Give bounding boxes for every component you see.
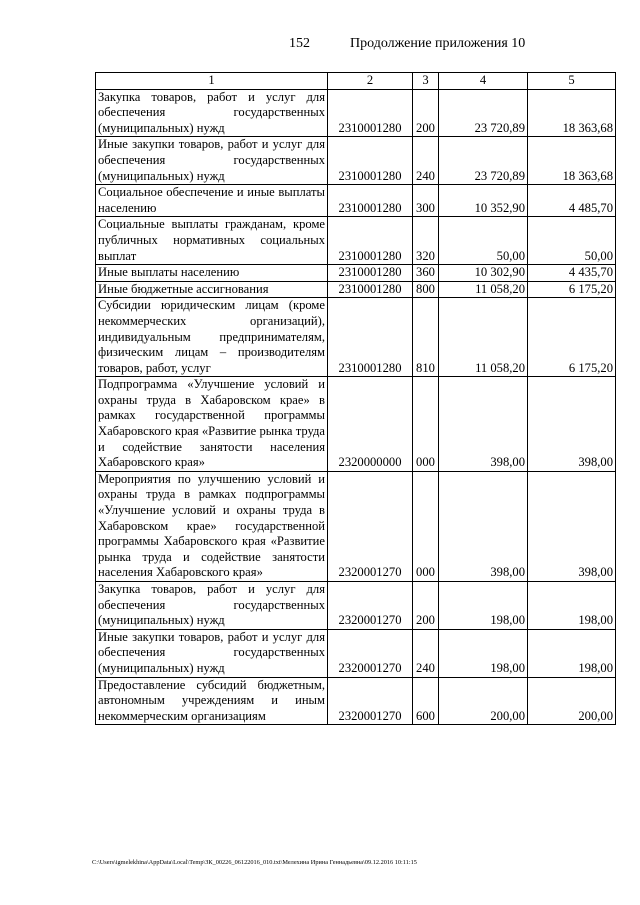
row-code-cell: 2310001280: [328, 89, 413, 137]
appendix-continuation-title: Продолжение приложения 10: [350, 36, 526, 51]
row-code-cell: 2320000000: [328, 377, 413, 472]
row-type-cell: 000: [413, 377, 439, 472]
table-row: [96, 265, 616, 282]
table-row: [96, 582, 616, 630]
row-type-cell: 800: [413, 281, 439, 298]
row-amount-2-cell: 198,00: [528, 582, 616, 630]
row-amount-1-cell: 398,00: [439, 377, 528, 472]
table-row: [96, 185, 616, 217]
table-row: [96, 298, 616, 377]
row-amount-1-cell: 198,00: [439, 629, 528, 677]
row-name-cell: Иные бюджетные ассигнования: [96, 281, 328, 298]
row-name-cell: Социальное обеспечение и иные выплаты населению: [96, 185, 328, 217]
row-type-cell: 300: [413, 185, 439, 217]
table-row: [96, 377, 616, 472]
row-name-cell: Мероприятия по улучшению условий и охраны труда в рамках подпрограммы «Улучшение условий и охраны труда в Хабаровском крае» государственной программы Хабаровского края «Развитие рынка труда и содействие занятости населения Хабаровского края»: [96, 471, 328, 581]
row-code-cell: 2310001280: [328, 137, 413, 185]
row-code-cell: 2310001280: [328, 298, 413, 377]
column-header-4: 4: [439, 73, 528, 90]
row-amount-2-cell: 4 435,70: [528, 265, 616, 282]
row-code-cell: 2320001270: [328, 677, 413, 725]
row-amount-2-cell: 18 363,68: [528, 137, 616, 185]
row-name-cell: Социальные выплаты гражданам, кроме публичных нормативных социальных выплат: [96, 217, 328, 265]
page-number: 152: [289, 36, 310, 51]
column-number-row: [96, 73, 616, 90]
row-type-cell: 240: [413, 629, 439, 677]
row-amount-2-cell: 398,00: [528, 471, 616, 581]
row-type-cell: 360: [413, 265, 439, 282]
row-amount-2-cell: 6 175,20: [528, 298, 616, 377]
column-header-2: 2: [328, 73, 413, 90]
row-amount-1-cell: 198,00: [439, 582, 528, 630]
row-code-cell: 2320001270: [328, 471, 413, 581]
row-code-cell: 2320001270: [328, 582, 413, 630]
row-type-cell: 600: [413, 677, 439, 725]
column-header-1: 1: [96, 73, 328, 90]
row-name-cell: Иные выплаты населению: [96, 265, 328, 282]
row-amount-1-cell: 11 058,20: [439, 281, 528, 298]
row-amount-2-cell: 50,00: [528, 217, 616, 265]
row-name-cell: Закупка товаров, работ и услуг для обеспечения государственных (муниципальных) нужд: [96, 89, 328, 137]
row-amount-2-cell: 200,00: [528, 677, 616, 725]
row-name-cell: Предоставление субсидий бюджетным, автономным учреждениям и иным некоммерческим организациям: [96, 677, 328, 725]
column-header-3: 3: [413, 73, 439, 90]
file-path-footer: C:\Users\igmelekhina\AppData\Local\Temp\ЗК_00226_06122016_010.txt\Мелехина Ирина Геннадьевна\09.12.2016 10:11:15: [92, 859, 417, 866]
row-amount-1-cell: 10 302,90: [439, 265, 528, 282]
row-code-cell: 2320001270: [328, 629, 413, 677]
column-header-5: 5: [528, 73, 616, 90]
budget-table: [95, 72, 616, 725]
row-amount-1-cell: 200,00: [439, 677, 528, 725]
table-row: [96, 137, 616, 185]
row-amount-2-cell: 18 363,68: [528, 89, 616, 137]
row-amount-1-cell: 23 720,89: [439, 137, 528, 185]
row-name-cell: Закупка товаров, работ и услуг для обеспечения государственных (муниципальных) нужд: [96, 582, 328, 630]
row-amount-1-cell: 10 352,90: [439, 185, 528, 217]
row-amount-2-cell: 198,00: [528, 629, 616, 677]
row-amount-1-cell: 11 058,20: [439, 298, 528, 377]
table-row: [96, 89, 616, 137]
table-row: [96, 677, 616, 725]
table-row: [96, 629, 616, 677]
row-name-cell: Подпрограмма «Улучшение условий и охраны труда в Хабаровском крае» в рамках государственной программы Хабаровского края «Развитие рынка труда и содействие занятости населения Хабаровского края»: [96, 377, 328, 472]
row-name-cell: Иные закупки товаров, работ и услуг для обеспечения государственных (муниципальных) нужд: [96, 137, 328, 185]
row-type-cell: 200: [413, 582, 439, 630]
row-code-cell: 2310001280: [328, 265, 413, 282]
row-amount-2-cell: 6 175,20: [528, 281, 616, 298]
row-name-cell: Субсидии юридическим лицам (кроме некоммерческих организаций), индивидуальным предпринимателям, физическим лицам – производителям товаров, работ, услуг: [96, 298, 328, 377]
row-code-cell: 2310001280: [328, 281, 413, 298]
row-type-cell: 240: [413, 137, 439, 185]
row-amount-1-cell: 398,00: [439, 471, 528, 581]
row-name-cell: Иные закупки товаров, работ и услуг для обеспечения государственных (муниципальных) нужд: [96, 629, 328, 677]
row-code-cell: 2310001280: [328, 217, 413, 265]
table-row: [96, 281, 616, 298]
table-row: [96, 217, 616, 265]
row-type-cell: 320: [413, 217, 439, 265]
row-amount-2-cell: 4 485,70: [528, 185, 616, 217]
row-amount-1-cell: 23 720,89: [439, 89, 528, 137]
row-amount-1-cell: 50,00: [439, 217, 528, 265]
row-code-cell: 2310001280: [328, 185, 413, 217]
row-type-cell: 200: [413, 89, 439, 137]
budget-table-body: [96, 73, 616, 725]
row-type-cell: 810: [413, 298, 439, 377]
row-type-cell: 000: [413, 471, 439, 581]
row-amount-2-cell: 398,00: [528, 377, 616, 472]
table-row: [96, 471, 616, 581]
